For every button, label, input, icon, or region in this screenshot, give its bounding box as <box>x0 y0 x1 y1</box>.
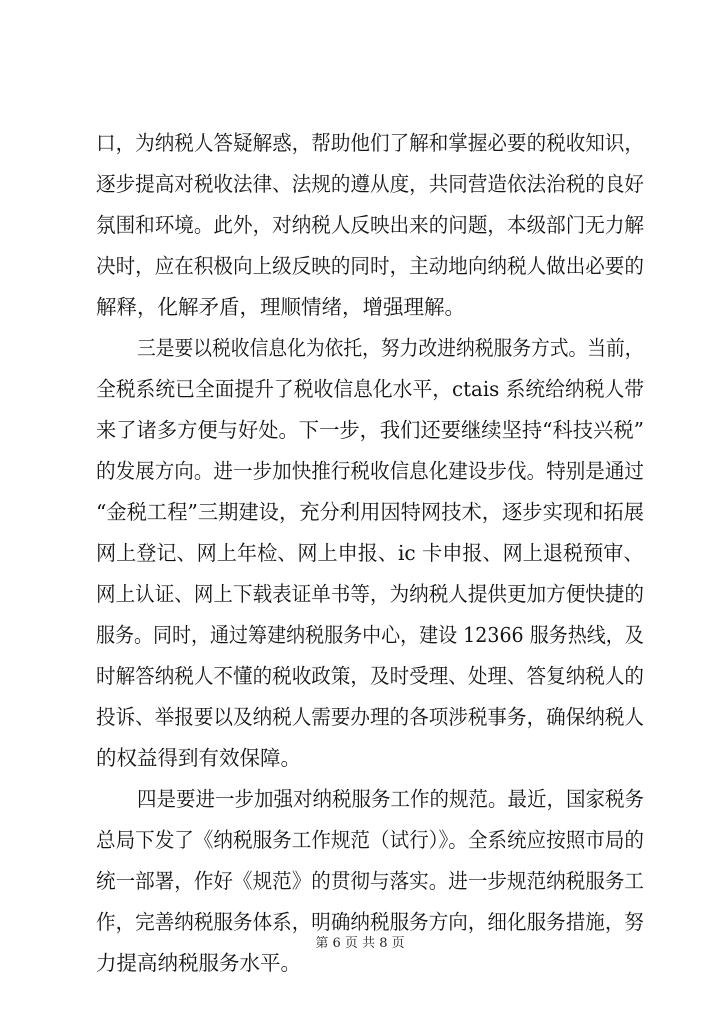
text-line: 决时，应在积极向上级反映的同时，主动地向纳税人做出必要的 <box>96 254 644 278</box>
text-line: 来了诸多方便与好处。下一步，我们还要继续坚持“科技兴税” <box>96 418 644 442</box>
text-line: 四是要进一步加强对纳税服务工作的规范。最近，国家税务 <box>137 787 644 811</box>
text-line: 逐步提高对税收法律、法规的遵从度，共同营造依法治税的良好 <box>96 172 644 196</box>
text-line: 作，完善纳税服务体系，明确纳税服务方向，细化服务措施，努 <box>96 910 644 934</box>
text-line: 的发展方向。进一步加快推行税收信息化建设步伐。特别是通过 <box>96 459 644 483</box>
text-line: 服务。同时，通过筹建纳税服务中心，建设 12366 服务热线，及 <box>96 623 644 647</box>
text-line: 全税系统已全面提升了税收信息化水平，ctais 系统给纳税人带 <box>96 377 645 401</box>
text-line: 网上登记、网上年检、网上申报、ic 卡申报、网上退税预审、 <box>96 541 644 565</box>
text-line: 口，为纳税人答疑解惑，帮助他们了解和掌握必要的税收知识， <box>96 131 644 155</box>
text-line: 三是要以税收信息化为依托，努力改进纳税服务方式。当前， <box>137 336 644 360</box>
text-line: 时解答纳税人不懂的税收政策，及时受理、处理、答复纳税人的 <box>96 664 644 688</box>
text-line: 统一部署，作好《规范》的贯彻与落实。进一步规范纳税服务工 <box>96 869 644 893</box>
text-line: 网上认证、网上下载表证单书等，为纳税人提供更加方便快捷的 <box>96 582 644 606</box>
page-number: 第 6 页 共 8 页 <box>315 936 405 951</box>
text-line: 的权益得到有效保障。 <box>96 746 301 770</box>
text-line: 力提高纳税服务水平。 <box>96 951 301 975</box>
text-line: 总局下发了《纳税服务工作规范（试行）》。全系统应按照市局的 <box>96 828 644 852</box>
text-line: “金税工程”三期建设，充分利用因特网技术，逐步实现和拓展 <box>96 500 644 524</box>
text-line: 投诉、举报要以及纳税人需要办理的各项涉税事务，确保纳税人 <box>96 705 644 729</box>
text-line: 解释，化解矛盾，理顺情绪，增强理解。 <box>96 295 465 319</box>
text-line: 氛围和环境。此外，对纳税人反映出来的问题，本级部门无力解 <box>96 213 644 237</box>
page-footer <box>0 935 720 953</box>
